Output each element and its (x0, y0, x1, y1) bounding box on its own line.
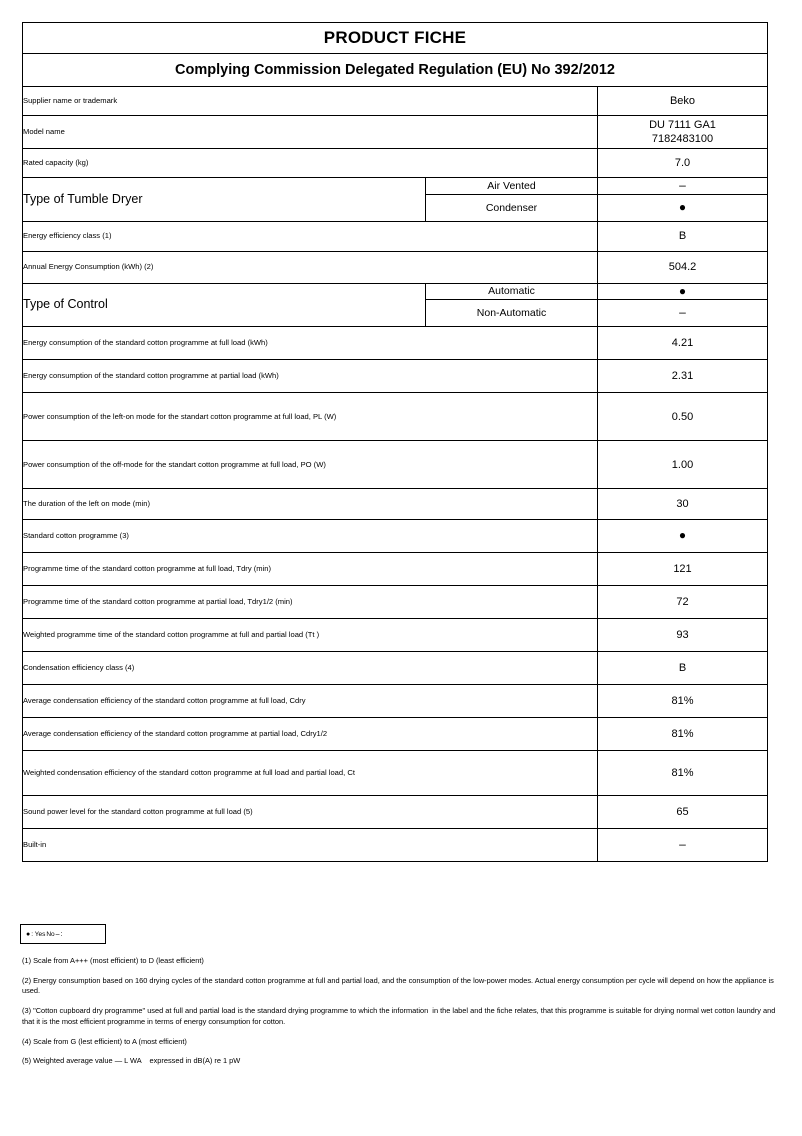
subtype-value-air-vented: – (598, 178, 768, 195)
row-value-standard-cotton-programme: ● (598, 520, 768, 553)
table-row (23, 360, 768, 393)
subtype-value-non-automatic: – (598, 300, 768, 327)
table-row (23, 116, 768, 149)
table-row-subtitle (23, 54, 768, 87)
row-label-power-left-on: Power consumption of the left-on mode for the standart cotton programme at full load, PL (W) (23, 393, 598, 441)
row-label-condensation-class: Condensation efficiency class (4) (23, 652, 598, 685)
symbol-legend-box (20, 924, 106, 944)
row-value-built-in: – (598, 829, 768, 862)
table-row-title (23, 23, 768, 54)
row-value-tt: 93 (598, 619, 768, 652)
row-value-annual-energy: 504.2 (598, 251, 768, 283)
legend-dash-icon: – (55, 930, 60, 938)
row-label-energy-class: Energy efficiency class (1) (23, 221, 598, 251)
row-label-model: Model name (23, 116, 598, 149)
table-row (23, 221, 768, 251)
row-value-sound-power: 65 (598, 796, 768, 829)
legend-dot-icon: ● (26, 930, 31, 938)
table-row (23, 441, 768, 489)
footnote-4: (4) Scale from G (lest efficient) to A (most efficient) (22, 1036, 187, 1046)
table-row (23, 796, 768, 829)
row-label-cdry: Average condensation efficiency of the standard cotton programme at full load, Cdry (23, 685, 598, 718)
table-row (23, 520, 768, 553)
table-row (23, 652, 768, 685)
row-label-annual-energy: Annual Energy Consumption (kWh) (2) (23, 251, 598, 283)
table-row (23, 283, 768, 300)
table-row (23, 829, 768, 862)
row-value-cdry: 81% (598, 685, 768, 718)
row-value-tdry: 121 (598, 553, 768, 586)
row-label-duration-left-on: The duration of the left on mode (min) (23, 489, 598, 520)
row-label-type-control: Type of Control (23, 283, 426, 327)
row-label-built-in: Built-in (23, 829, 598, 862)
footnote-3: (3) "Cotton cupboard dry programme" used at full and partial load is the standard drying programme to which the information in the label and the fiche relates, that this programme is suitable for drying normal wet cotton laundry and that it is the most efficient programme in terms of energy consumption for cotton. (22, 1006, 778, 1026)
table-row (23, 619, 768, 652)
row-label-tt: Weighted programme time of the standard cotton programme at full and partial load (Tt ) (23, 619, 598, 652)
row-label-sound-power: Sound power level for the standard cotton programme at full load (5) (23, 796, 598, 829)
row-label-tdry-half: Programme time of the standard cotton programme at partial load, Tdry1/2 (min) (23, 586, 598, 619)
footnote-2: (2) Energy consumption based on 160 drying cycles of the standard cotton programme at full and partial load, and the consumption of the low-power modes. Actual energy consumption per cycle will depend on how the appliance is used. (22, 975, 776, 996)
row-value-cdry-half: 81% (598, 718, 768, 751)
row-value-energy-partial-load: 2.31 (598, 360, 768, 393)
model-number: 7182483100 (651, 133, 714, 145)
row-value-model (598, 116, 768, 149)
row-value-energy-full-load: 4.21 (598, 327, 768, 360)
footnote-5: (5) Weighted average value — L WA expressed in dB(A) re 1 pW (22, 1056, 241, 1066)
table-row (23, 149, 768, 178)
subtype-label-air-vented: Air Vented (426, 178, 598, 195)
row-label-ct: Weighted condensation efficiency of the standard cotton programme at full load and partial load, Ct (23, 751, 598, 796)
model-code: DU 7111 GA1 (649, 118, 716, 131)
row-value-supplier: Beko (598, 87, 768, 116)
table-row (23, 586, 768, 619)
product-fiche-table (22, 22, 768, 862)
row-value-tdry-half: 72 (598, 586, 768, 619)
legend-yes-label: : Yes (31, 930, 46, 938)
row-value-ct: 81% (598, 751, 768, 796)
table-row (23, 718, 768, 751)
row-value-rated-capacity: 7.0 (598, 149, 768, 178)
table-row (23, 178, 768, 195)
legend-trailing-colon: : (60, 930, 63, 938)
row-label-energy-partial-load: Energy consumption of the standard cotton programme at partial load (kWh) (23, 360, 598, 393)
table-row (23, 251, 768, 283)
subtype-label-automatic: Automatic (426, 283, 598, 300)
row-label-rated-capacity: Rated capacity (kg) (23, 149, 598, 178)
subtype-value-automatic: ● (598, 283, 768, 300)
table-row (23, 489, 768, 520)
table-row (23, 553, 768, 586)
row-value-power-off-mode: 1.00 (598, 441, 768, 489)
table-row (23, 393, 768, 441)
row-value-duration-left-on: 30 (598, 489, 768, 520)
row-label-supplier: Supplier name or trademark (23, 87, 598, 116)
subtype-label-condenser: Condenser (426, 194, 598, 221)
subtype-label-non-automatic: Non-Automatic (426, 300, 598, 327)
row-label-cdry-half: Average condensation efficiency of the standard cotton programme at partial load, Cdry1/2 (23, 718, 598, 751)
regulation-subtitle: Complying Commission Delegated Regulation (EU) No 392/2012 (23, 54, 768, 87)
footnotes (22, 956, 778, 1067)
legend-no-label: No (46, 930, 55, 938)
row-label-power-off-mode: Power consumption of the off-mode for the standart cotton programme at full load, PO (W) (23, 441, 598, 489)
table-row (23, 327, 768, 360)
footnote-1: (1) Scale from A+++ (most efficient) to D (least efficient) (22, 956, 204, 965)
row-value-condensation-class: B (598, 652, 768, 685)
table-row (23, 751, 768, 796)
row-value-energy-class: B (598, 221, 768, 251)
row-value-power-left-on: 0.50 (598, 393, 768, 441)
row-label-tdry: Programme time of the standard cotton programme at full load, Tdry (min) (23, 553, 598, 586)
table-row (23, 87, 768, 116)
table-row (23, 685, 768, 718)
row-label-type-tumble-dryer: Type of Tumble Dryer (23, 178, 426, 222)
row-label-standard-cotton-programme: Standard cotton programme (3) (23, 520, 598, 553)
row-label-energy-full-load: Energy consumption of the standard cotton programme at full load (kWh) (23, 327, 598, 360)
subtype-value-condenser: ● (598, 194, 768, 221)
page-title: PRODUCT FICHE (23, 23, 768, 54)
